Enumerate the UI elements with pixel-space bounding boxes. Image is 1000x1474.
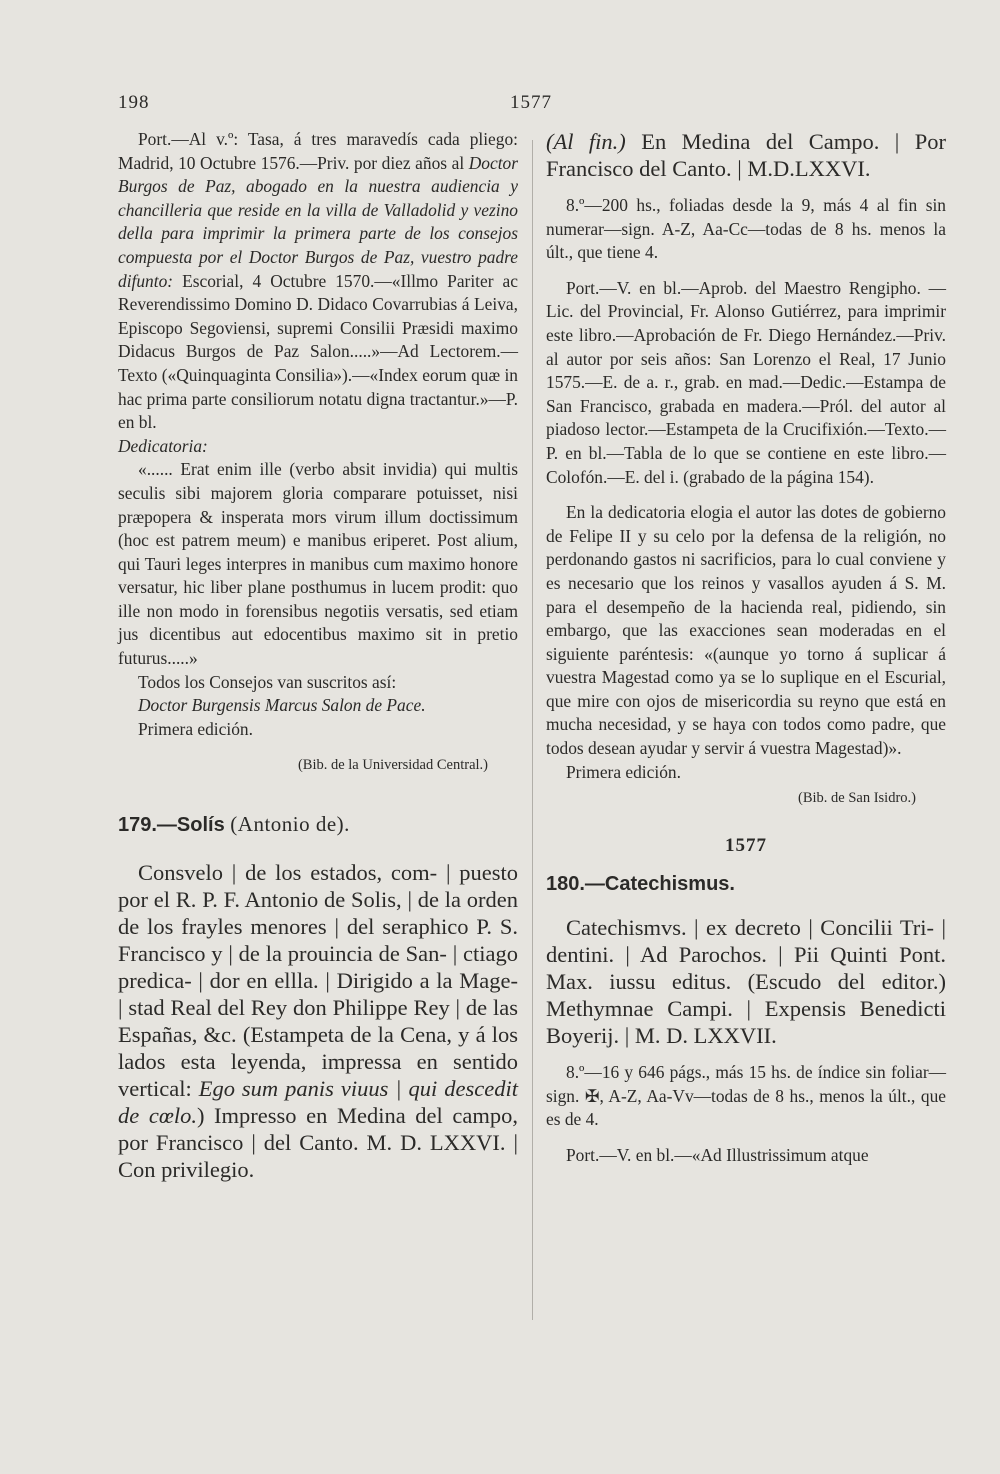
- entry-179-heading: 179.—Solís (Antonio de).: [118, 812, 350, 837]
- dedicatoria-quote: «...... Erat enim ille (verbo absit invidia) qui multis seculis sibi majorem gloria comparare potuisset, nisi præpopera & insperata mors virum illum doctissimum (hoc est patrem meum) e manibus eriperet. Post alium, qui Tauri leges interpres in manibus cum maximo honore versatur, hic liber plane posthumus in lucem prodit: quo ille non modo in forensibus negotiis versatis, sed etiam jus dicentibus aut edocentibus maximo sit in pretio futurus.....»: [118, 459, 518, 669]
- right-column: [546, 128, 946, 1168]
- signature-line: Doctor Burgensis Marcus Salon de Pace.: [138, 695, 426, 716]
- collation-180: 8.º—16 y 646 págs., más 15 hs. de índice sin foliar—sign. ✠, A-Z, Aa-Vv—todas de 8 hs., menos la últ., que es de 4.: [546, 1062, 946, 1130]
- column-divider: [532, 140, 533, 1320]
- edition-note: Primera edición.: [138, 718, 253, 739]
- edition-note-right: Primera edición.: [566, 761, 681, 782]
- library-credit-right: (Bib. de San Isidro.): [798, 790, 916, 807]
- left-column: [118, 128, 518, 1183]
- entry-180-heading: 180.—Catechismus.: [546, 873, 735, 896]
- dedicatoria-label: Dedicatoria:: [118, 435, 208, 456]
- running-year: 1577: [510, 92, 552, 113]
- colophon: (Al fin.) En Medina del Campo. | Por Francisco del Canto. | M.D.LXXVI.: [546, 129, 947, 181]
- year-heading: 1577: [725, 835, 767, 857]
- entry-180-title: Catechismvs. | ex decreto | Concilii Tri- | dentini. | Ad Parochos. | Pii Quinti Pont. Max. iussu editus. (Escudo del editor.) Methymnae Campi. | Expensis Benedicti Boyerij. | M. D. LXXVII.: [546, 915, 946, 1049]
- port-description: Port.—V. en bl.—Aprob. del Maestro Rengipho. — Lic. del Provincial, Fr. Alonso Gutiérrez, para imprimir este libro.—Aprobación de Fr. Diego Hernández.—Priv. al autor por seis años: San Lorenzo el Real, 17 Junio 1575.—E. de a. r., grab. en mad.—Dedic.—Estampa de San Francisco, grabada en madera.—Pról. del autor al piadoso lector.—Estampeta de la Crucifixión.—Texto.—P. en bl.—Tabla de lo que se contiene en este libro.—Colofón.—E. del i. (grabado de la página 154).: [546, 277, 946, 487]
- port-180: Port.—V. en bl.—«Ad Illustrissimum atque: [566, 1145, 869, 1166]
- entry-179-title: Consvelo | de los estados, com- | puesto por el R. P. F. Antonio de Solis, | de la orden de los frayles menores | del seraphico P. S. Francisco y | de la prouincia de San- | ctiago predica- | dor en ellla. | Dirigido a la Mage- | stad Real del Rey don Philippe Rey | de las Españas, &c. (Estampeta de la Cena, y á los lados esta leyenda, impressa en sentido vertical: Ego sum panis viuus | qui descedit de cœlo.) Impresso en Medina del campo, por Francisco | del Canto. M. D. LXXVI. | Con privilegio.: [118, 860, 519, 1183]
- dedication-summary: En la dedicatoria elogia el autor las dotes de gobierno de Felipe II y su celo por la defensa de la religión, no perdonando gastos ni sacrificios, para lo cual conviene y es necesario que los reinos y vasallos ayuden á S. M. para el desempeño de la hacienda real, pidiendo, sin embargo, que las exacciones sean moderadas en el siguiente paréntesis: «(aunque yo torno á suplicar á vuestra Magestad como ya se lo suplique en el Escurial, que mire con ojos de misericordia su reyno que está en mucha necesidad, y se haya con todos como padre, que todos desean ayudar y servir á vuestra Magestad)».: [546, 502, 946, 759]
- library-credit: (Bib. de la Universidad Central.): [297, 757, 488, 774]
- page-number: 198: [118, 92, 150, 113]
- description-paragraph: Port.—Al v.º: Tasa, á tres maravedís cada pliego: Madrid, 10 Octubre 1576.—Priv. por diez años al Doctor Burgos de Paz, abogado en la nuestra audiencia y chancilleria que reside en la villa de Valladolid y vezino della para imprimir la primera parte de los consejos compuesta por el Doctor Burgos de Paz, vuestro padre difunto: Escorial, 4 Octubre 1570.—«Illmo Pariter ac Reverendissimo Domino D. Didaco Covarrubias á Leiva, Episcopo Segoviensi, supremi Consilii Præsidi maximo Didacus Burgos de Paz Salon.....»—Ad Lectorem.—Texto («Quinquaginta Consilia»).—«Index eorum quæ in hac prima parte consiliorum notatu digna tractantur.»—P. en bl.: [118, 129, 518, 433]
- collation: 8.º—200 hs., foliadas desde la 9, más 4 al fin sin numerar—sign. A-Z, Aa-Cc—todas de 8 hs. menos la últ., que tiene 4.: [546, 195, 946, 263]
- consejos-line: Todos los Consejos van suscritos así:: [138, 671, 397, 692]
